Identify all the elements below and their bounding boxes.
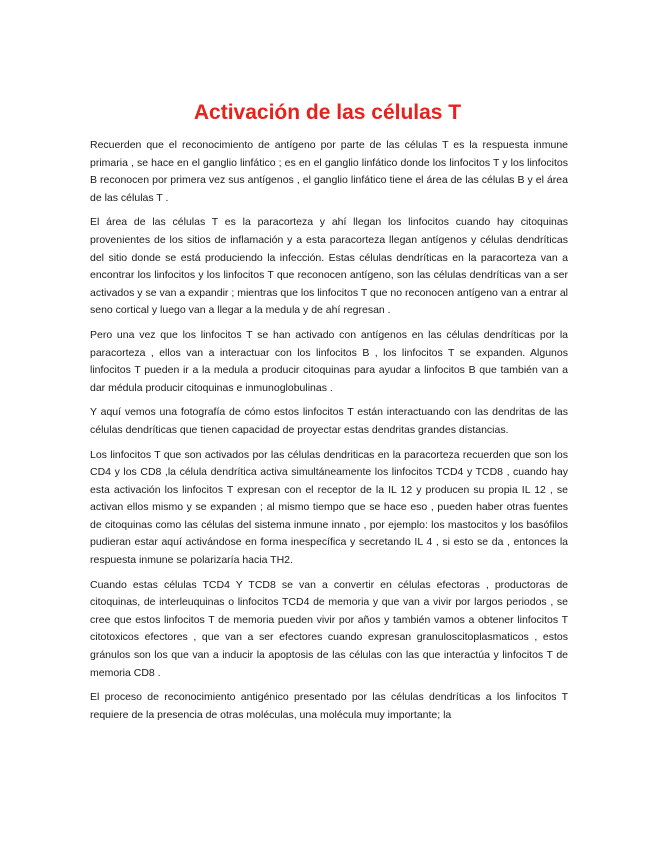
paragraph: Y aquí vemos una fotografía de cómo estos linfocitos T están interactuando con las dendritas de las células dendríticas que tienen capacidad de proyectar estas dendritas grandes distancias. [90, 406, 568, 436]
paragraph: Cuando estas células TCD4 Y TCD8 se van a convertir en células efectoras , productoras de citoquinas, de interleuquinas o linfocitos TCD4 de memoria y que van a vivir por largos periodos , se cree que estos linfocitos T de memoria pueden vivir por años y también vamos a obtener linfocitos T citotoxicos efectores , que van a ser efectores cuando expresan granuloscitoplasmaticos , estos gránulos son los que van a inducir la apoptosis de las células con las que interactúa y linfocitos T de memoria CD8 . [90, 578, 568, 679]
document-body [90, 137, 568, 731]
paragraph: Los linfocitos T que son activados por las células dendriticas en la paracorteza recuerden que son los CD4 y los CD8 ,la célula dendrítica activa simultáneamente los linfocitos TCD4 y TCD8 , cuando hay esta activación los linfocitos T expresan con el receptor de la IL 12 y producen su propia IL 12 , se activan ellos mismo y se expanden ; al mismo tiempo que se hace eso , pueden haber otras fuentes de citoquinas como las células del sistema inmune innato , por ejemplo: los mastocitos y los basófilos pudieran estar aquí activándose en forma inespecífica y secretando IL 4 , si esto se da , entonces la respuesta inmune se polarizaría hacia TH2. [90, 448, 568, 567]
paragraph: Recuerden que el reconocimiento de antígeno por parte de las células T es la respuesta inmune primaria , se hace en el ganglio linfático ; es en el ganglio linfático donde los linfocitos T y los linfocitos B reconocen por primera vez sus antígenos , el ganglio linfático tiene el área de las células B y el área de las células T . [90, 139, 568, 204]
paragraph: El proceso de reconocimiento antigénico presentado por las células dendríticas a los linfocitos T requiere de la presencia de otras moléculas, una molécula muy importante; la [90, 691, 568, 721]
page-title: Activación de las células T [193, 101, 462, 124]
paragraph: El área de las células T es la paracorteza y ahí llegan los linfocitos cuando hay citoquinas provenientes de los sitios de inflamación y a esta paracorteza llegan antígenos y células dendríticas del sitio donde se está produciendo la infección. Estas células dendríticas en la paracorteza van a encontrar los linfocitos y los linfocitos T que reconocen antígeno, son las células dendríticas van a ser activados y se van a expandir ; mientras que los linfocitos T que no reconocen antígeno van a entrar al seno cortical y luego van a llegar a la medula y de ahí regresan . [90, 216, 568, 317]
paragraph: Pero una vez que los linfocitos T se han activado con antígenos en las células dendríticas por la paracorteza , ellos van a interactuar con los linfocitos B , los linfocitos T se expanden. Algunos linfocitos T pueden ir a la medula a producir citoquinas para ayudar a linfocitos B que también van a dar médula producir citoquinas e inmunoglobulinas . [90, 328, 568, 394]
